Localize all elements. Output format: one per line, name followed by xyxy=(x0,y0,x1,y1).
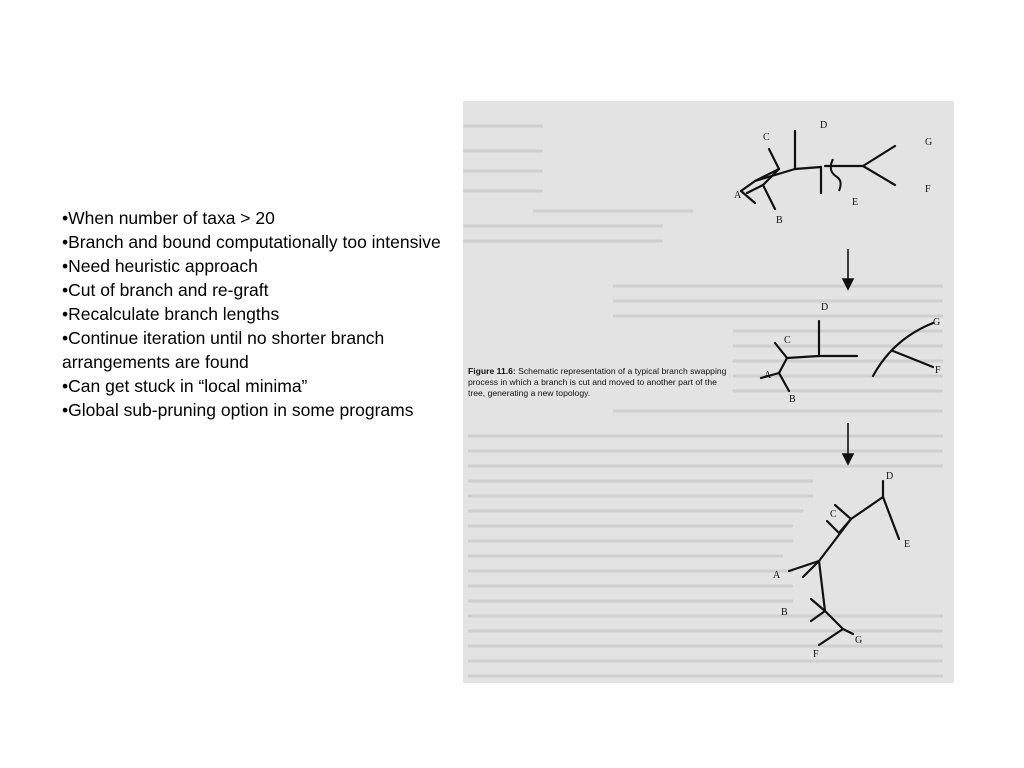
bullet-item: •Can get stuck in “local minima” xyxy=(62,376,308,396)
tree2-label-a: A xyxy=(764,370,772,381)
tree1-label-b: B xyxy=(776,215,783,226)
bullet-item: •Need heuristic approach xyxy=(62,256,258,276)
figure-caption xyxy=(468,366,728,400)
tree1-label-c: C xyxy=(763,132,770,143)
tree3-label-a: A xyxy=(773,570,781,581)
tree1-label-a: A xyxy=(734,190,742,201)
bullet-item: •Branch and bound computationally too intensive xyxy=(62,232,441,252)
cut-mark xyxy=(831,159,841,191)
bullet-item: •Recalculate branch lengths xyxy=(62,304,280,324)
background-text-lines xyxy=(463,126,943,676)
arrow-down-icon xyxy=(843,249,853,289)
bullet-item: •Cut of branch and re-graft xyxy=(62,280,269,300)
tree1-label-f: F xyxy=(925,184,931,195)
tree3-label-f: F xyxy=(813,649,819,660)
tree2-label-g: G xyxy=(933,317,941,328)
figure-caption-label: Figure 11.6: xyxy=(468,366,516,376)
arrow-down-icon xyxy=(843,423,853,464)
tree2-label-f: F xyxy=(935,365,941,376)
tree1-label-g: G xyxy=(925,137,933,148)
tree3-label-d: D xyxy=(886,471,894,482)
bullet-list xyxy=(62,206,447,422)
bullet-item: •Continue iteration until no shorter branch arrangements are found xyxy=(62,328,385,372)
bullet-item: •Global sub-pruning option in some programs xyxy=(62,400,414,420)
scanned-figure xyxy=(463,101,954,683)
bullet-item: •When number of taxa > 20 xyxy=(62,208,275,228)
tree3-label-e: E xyxy=(904,539,911,550)
tree3-label-c: C xyxy=(830,509,837,520)
tree1-label-e: E xyxy=(852,197,859,208)
tree2-label-c: C xyxy=(784,335,791,346)
tree1-label-d: D xyxy=(820,120,828,131)
tree2-label-d: D xyxy=(821,302,829,313)
figure-caption-text: Schematic representation of a typical branch swapping process in which a branch is cut and moved to another part of the tree, generating a new topology. xyxy=(468,366,727,399)
tree3-label-g: G xyxy=(855,635,863,646)
tree3-label-b: B xyxy=(781,607,788,618)
tree-regrafted xyxy=(789,481,899,629)
tree2-label-b: B xyxy=(789,394,796,405)
